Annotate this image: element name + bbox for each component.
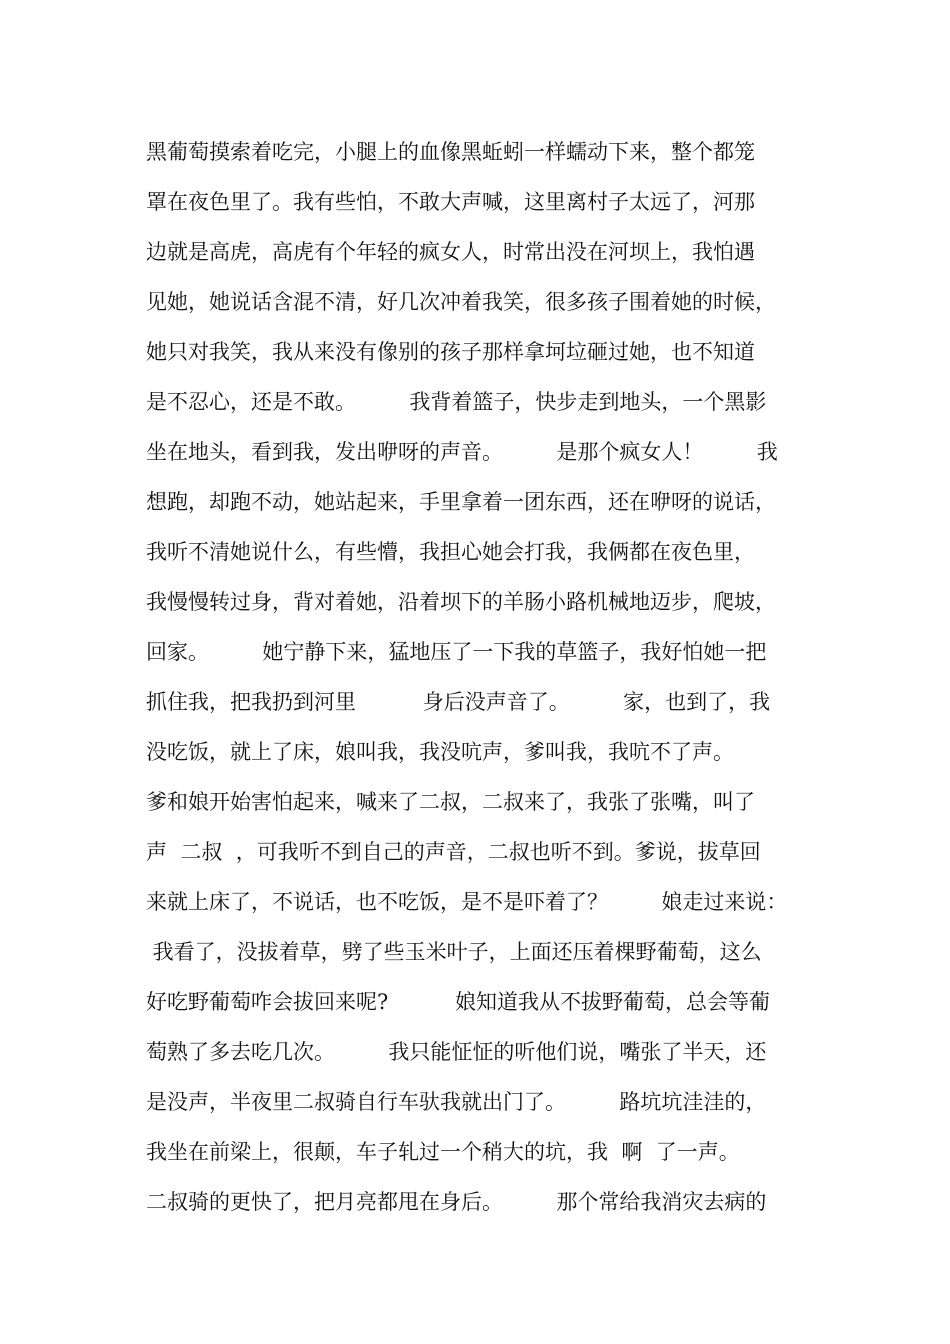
- text-line: 我慢慢转过身，背对着她，沿着坝下的羊肠小路机械地迈步，爬坡，: [146, 590, 776, 614]
- text-line: 罩在夜色里了。我有些怕，不敢大声喊，这里离村子太远了，河那: [146, 190, 755, 214]
- text-line: 好吃野葡萄咋会拔回来呢? 娘知道我从不拔野葡萄，总会等葡: [146, 990, 771, 1014]
- text-line: 萄熟了多去吃几次。 我只能怔怔的听他们说，嘴张了半天，还: [146, 1040, 767, 1064]
- text-line: 我坐在前梁上，很颠，车子轧过一个稍大的坑，我 啊 了一声。: [146, 1140, 740, 1164]
- text-line: 黑葡萄摸索着吃完，小腿上的血像黑蚯蚓一样蠕动下来，整个都笼: [146, 140, 755, 164]
- text-line: 抓住我，把我扔到河里 身后没声音了。 家，也到了，我: [146, 690, 771, 714]
- text-line: 想跑，却跑不动，她站起来，手里拿着一团东西，还在咿呀的说话，: [146, 490, 776, 514]
- text-line: 我听不清她说什么，有些懵，我担心她会打我，我俩都在夜色里，: [146, 540, 755, 564]
- text-line: 没吃饭，就上了床，娘叫我，我没吭声，爹叫我，我吭不了声。: [146, 740, 734, 764]
- text-line: 是没声，半夜里二叔骑自行车驮我就出门了。 路坑坑洼洼的，: [146, 1090, 767, 1114]
- text-line: 回家。 她宁静下来，猛地压了一下我的草篮子，我好怕她一把: [146, 640, 767, 664]
- text-line: 是不忍心，还是不敢。 我背着篮子，快步走到地头，一个黑影: [146, 390, 767, 414]
- text-line: 二叔骑的更快了，把月亮都甩在身后。 那个常给我消灾去病的: [146, 1190, 767, 1214]
- text-line: 边就是高虎，高虎有个年轻的疯女人，时常出没在河坝上，我怕遇: [146, 240, 755, 264]
- text-line: 她只对我笑，我从来没有像别的孩子那样拿坷垃砸过她，也不知道: [146, 340, 755, 364]
- body-text: [146, 132, 846, 1232]
- text-line: 我看了，没拔着草，劈了些玉米叶子，上面还压着棵野葡萄，这么: [146, 940, 762, 964]
- text-line: 见她，她说话含混不清，好几次冲着我笑，很多孩子围着她的时候，: [146, 290, 776, 314]
- text-line: 爹和娘开始害怕起来，喊来了二叔，二叔来了，我张了张嘴，叫了: [146, 790, 755, 814]
- text-line: 声 二叔 ，可我听不到自己的声音，二叔也听不到。爹说，拔草回: [146, 840, 761, 864]
- text-line: 坐在地头，看到我，发出咿呀的声音。 是那个疯女人！ 我: [146, 440, 778, 464]
- text-line: 来就上床了，不说话，也不吃饭，是不是吓着了？ 娘走过来说：: [146, 890, 788, 914]
